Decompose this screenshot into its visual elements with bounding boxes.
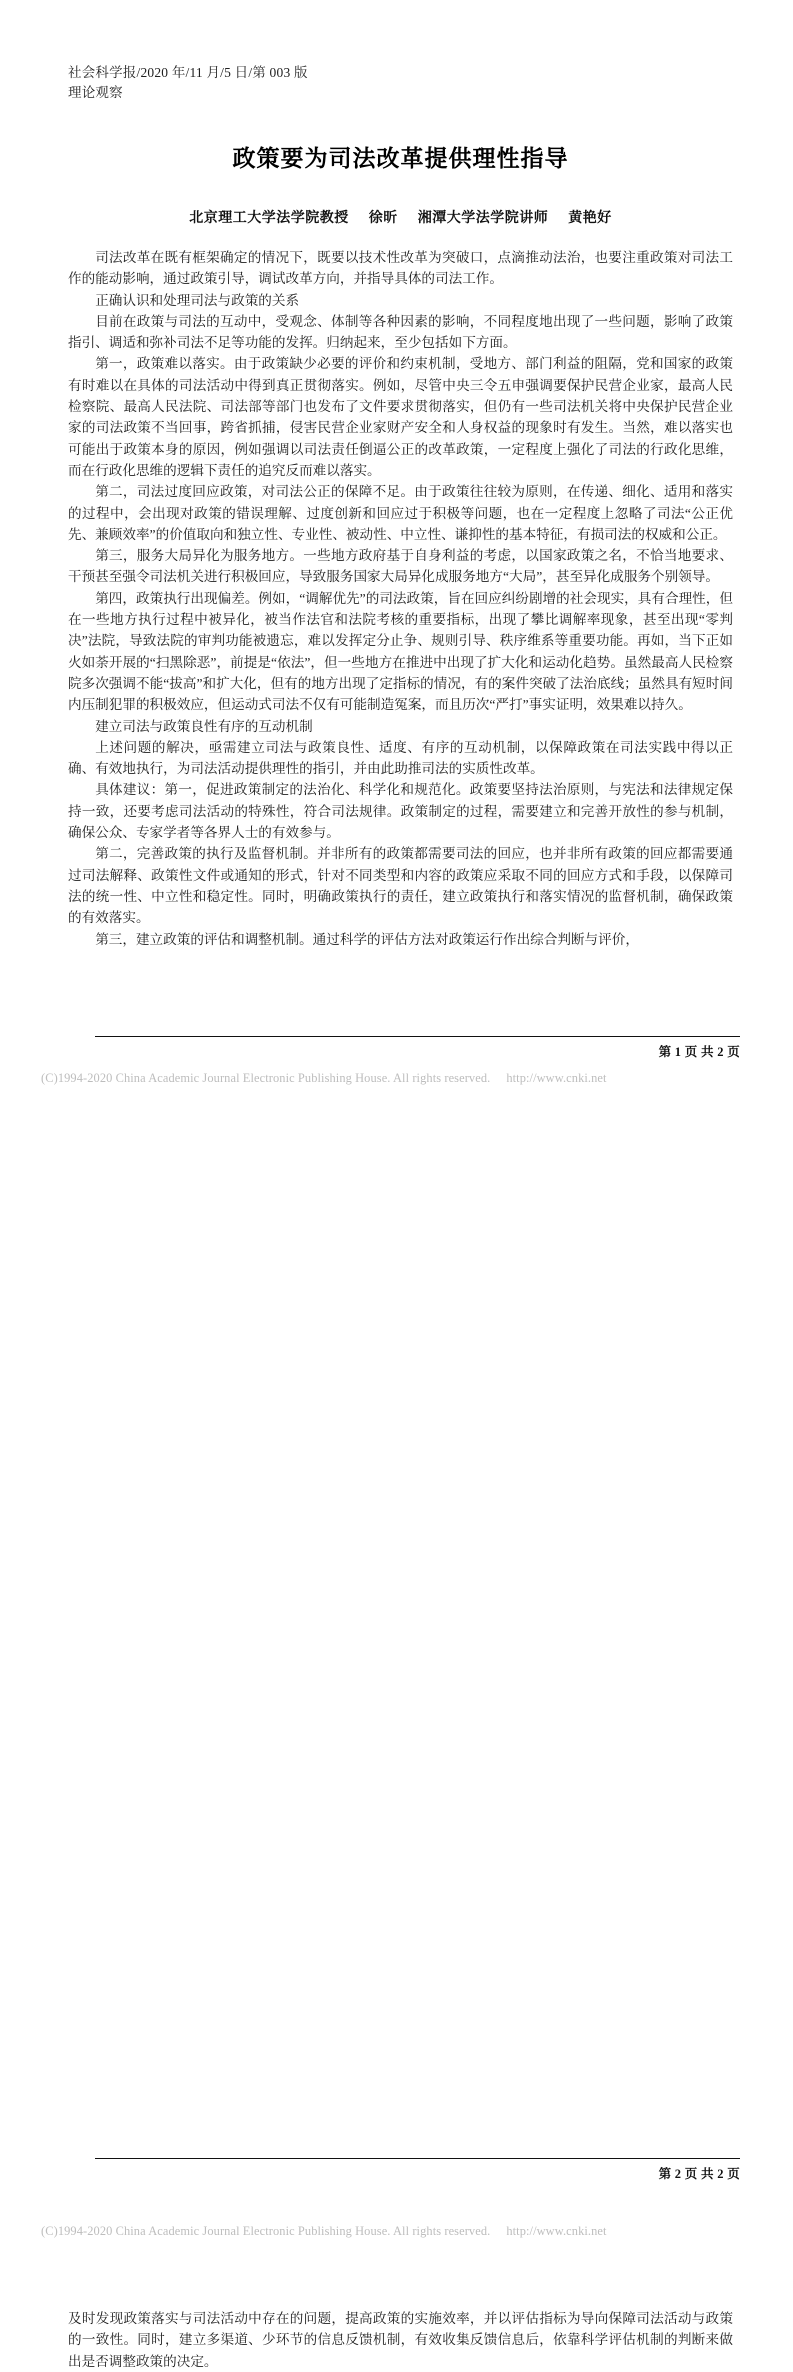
paragraph: 第二，司法过度回应政策，对司法公正的保障不足。由于政策往往较为原则，在传递、细化、适用和落实的过程中，会出现对政策的错误理解、过度创新和回应过于积极等问题，也在一定程度上忽略了司法“公正优先、兼顾效率”的价值取向和独立性、专业性、被动性、中立性、谦抑性的基本特征，有损司法的权威和公正。 <box>68 484 733 542</box>
footer-divider <box>95 1036 740 1037</box>
byline-affiliation-2: 湘潭大学法学院讲师 <box>417 211 549 226</box>
paragraph: 目前在政策与司法的互动中，受观念、体制等各种因素的影响，不同程度地出现了一些问题，影响了政策指引、调适和弥补司法不足等功能的发挥。归纳起来，至少包括如下方面。 <box>68 313 733 351</box>
article-body-page-2 <box>68 2308 733 2372</box>
document-page-2 <box>0 1122 793 2369</box>
copyright-notice <box>41 1071 761 1086</box>
paragraph: 第三，建立政策的评估和调整机制。通过科学的评估方法对政策运行作出综合判断与评价， <box>95 931 639 947</box>
cnki-url: http://www.cnki.net <box>506 1071 607 1085</box>
page-title: 政策要为司法改革提供理性指导 <box>232 146 569 171</box>
paragraph: 及时发现政策落实与司法活动中存在的问题，提高政策的实施效率，并以评估指标为导向保障司法活动与政策的一致性。同时，建立多渠道、少环节的信息反馈机制，有效收集反馈信息后，依靠科学评估机制的判断来做出是否调整政策的决定。 <box>68 2311 733 2369</box>
article-body-page-1 <box>68 247 733 950</box>
byline-affiliation-1: 北京理工大学法学院教授 <box>189 211 349 226</box>
byline-author-2: 黄艳好 <box>568 211 612 226</box>
byline <box>68 207 733 227</box>
footer-divider <box>95 2158 740 2159</box>
paragraph: 第三，服务大局异化为服务地方。一些地方政府基于自身利益的考虑，以国家政策之名，不恰当地要求、干预甚至强令司法机关进行积极回应，导致服务国家大局异化成服务地方“大局”，甚至异化成服务个别领导。 <box>68 548 733 585</box>
masthead <box>68 63 733 103</box>
cnki-url: http://www.cnki.net <box>506 2224 607 2238</box>
section-heading: 建立司法与政策良性有序的互动机制 <box>95 718 313 734</box>
masthead-column-line: 理论观察 <box>68 85 123 100</box>
page-indicator: 第 1 页 共 2 页 <box>658 1045 740 1059</box>
masthead-source-line: 社会科学报/2020 年/11 月/5 日/第 003 版 <box>68 65 308 80</box>
paragraph: 第一，政策难以落实。由于政策缺少必要的评价和约束机制，受地方、部门利益的阻隔，党和国家的政策有时难以在具体的司法活动中得到真正贯彻落实。例如，尽管中央三令五申强调要保护民营企业家，最高人民检察院、最高人民法院、司法部等部门也发布了文件要求贯彻落实，但仍有一些司法机关将中央保护民营企业家的司法政策不当回事，跨省抓捕，侵害民营企业家财产安全和人身权益的现象时有发生。当然，难以落实也可能出于政策本身的原因，例如强调以司法责任倒逼公正的改革政策，一定程度上强化了司法的行政化思维，而在行政化思维的逻辑下责任的追究反而难以落实。 <box>68 356 733 478</box>
paragraph: 第二，完善政策的执行及监督机制。并非所有的政策都需要司法的回应，也并非所有政策的回应都需要通过司法解释、政策性文件或通知的形式，针对不同类型和内容的政策应采取不同的回应方式和手段，以保障司法的统一性、中立性和稳定性。同时，明确政策执行的责任，建立政策执行和落实情况的监督机制，确保政策的有效落实。 <box>68 846 733 926</box>
paragraph: 司法改革在既有框架确定的情况下，既要以技术性改革为突破口，点滴推动法治，也要注重政策对司法工作的能动影响，通过政策引导，调试改革方向，并指导具体的司法工作。 <box>68 250 733 287</box>
paragraph: 上述问题的解决，亟需建立司法与政策良性、适度、有序的互动机制，以保障政策在司法实践中得以正确、有效地执行，为司法活动提供理性的指引，并由此助推司法的实质性改革。 <box>68 739 733 777</box>
document-page-1 <box>0 0 793 1122</box>
copyright-text: (C)1994-2020 China Academic Journal Electronic Publishing House. All rights reserved. <box>41 1071 491 1085</box>
page-indicator: 第 2 页 共 2 页 <box>658 2167 740 2181</box>
copyright-text: (C)1994-2020 China Academic Journal Electronic Publishing House. All rights reserved. <box>41 2224 491 2238</box>
byline-author-1: 徐昕 <box>368 211 398 226</box>
paragraph: 第四，政策执行出现偏差。例如，“调解优先”的司法政策，旨在回应纠纷剧增的社会现实，具有合理性，但在一些地方执行过程中被异化，被当作法官和法院考核的重要指标，出现了攀比调解率现象，甚至出现“零判决”法院，导致法院的审判功能被遗忘，难以发挥定分止争、规则引导、秩序维系等重要功能。再如，当下正如火如荼开展的“扫黑除恶”，前提是“依法”，但一些地方在推进中出现了扩大化和运动化趋势。虽然最高人民检察院多次强调不能“拔高”和扩大化，但有的地方出现了定指标的情况，有的案件突破了法治底线；虽然具有短时间内压制犯罪的积极效应，但运动式司法不仅有可能制造冤案，而且历次“严打”事实证明，效果难以持久。 <box>68 590 733 713</box>
paragraph: 具体建议：第一，促进政策制定的法治化、科学化和规范化。政策要坚持法治原则，与宪法和法律规定保持一致，还要考虑司法活动的特殊性，符合司法规律。政策制定的过程，需要建立和完善开放性的参与机制，确保公众、专家学者等各界人士的有效参与。 <box>68 782 733 841</box>
section-heading: 正确认识和处理司法与政策的关系 <box>95 292 300 308</box>
copyright-notice <box>41 2224 761 2239</box>
